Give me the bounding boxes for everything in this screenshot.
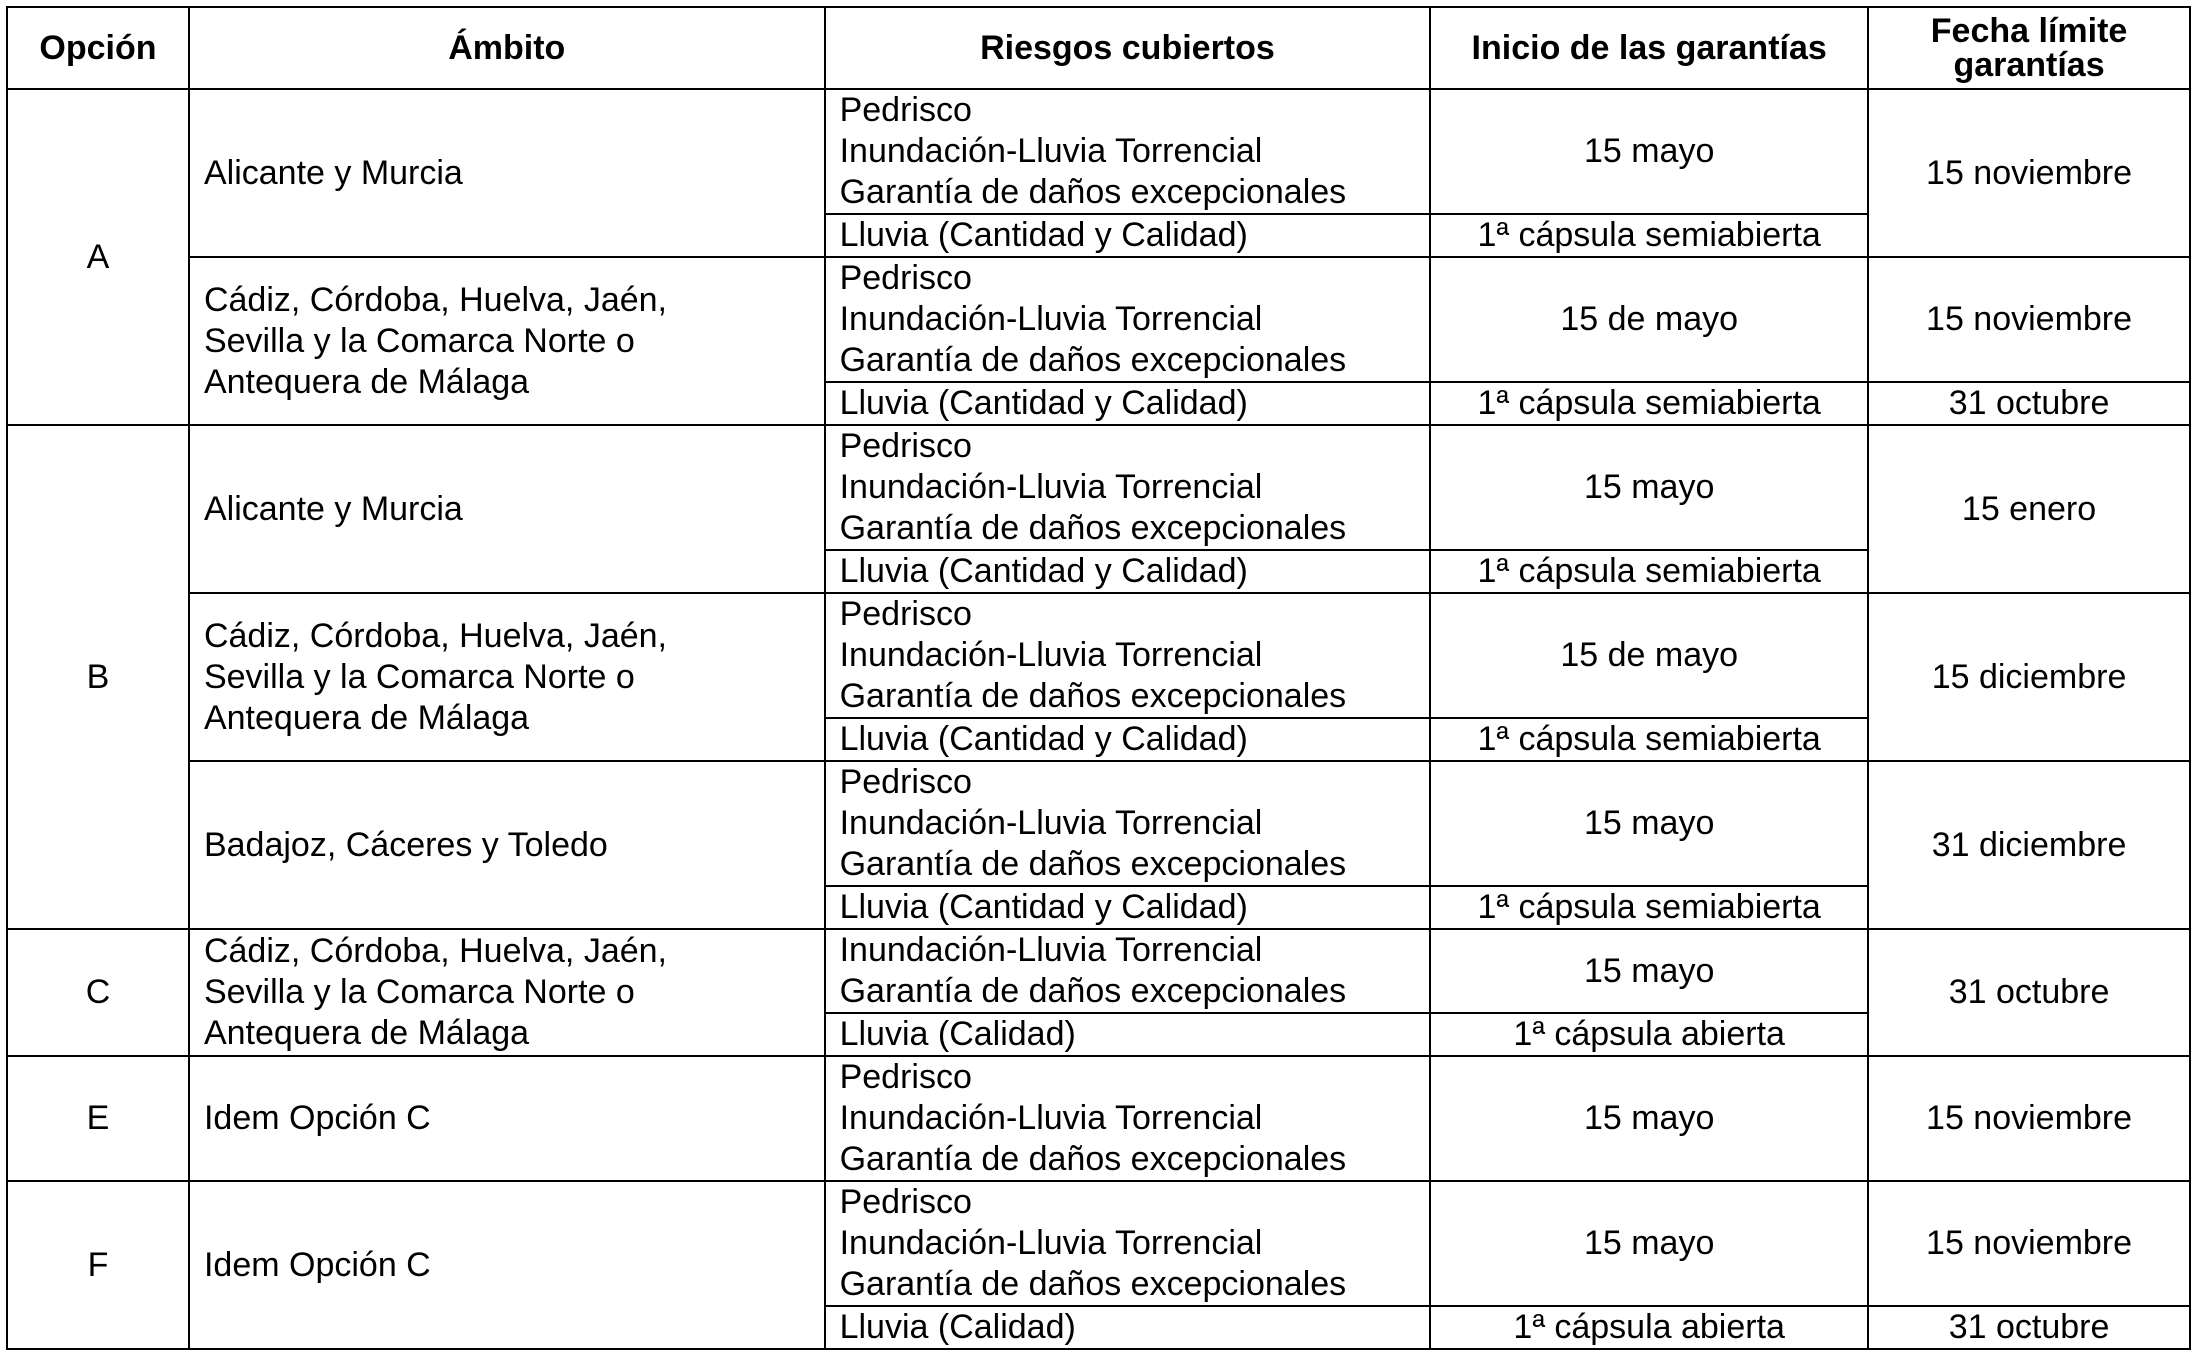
- fecha-cell: 15 diciembre: [1868, 593, 2190, 761]
- riesgos-cell: [825, 425, 1431, 550]
- riesgo-garantia: Garantía de daños excepcionales: [839, 845, 1347, 883]
- riesgos-cell: Lluvia (Cantidad y Calidad): [825, 886, 1431, 929]
- fecha-cell: 15 noviembre: [1868, 257, 2190, 382]
- header-inicio: Inicio de las garantías: [1430, 7, 1868, 89]
- riesgo-pedrisco: Pedrisco: [839, 1058, 972, 1096]
- riesgo-inundacion: Inundación-Lluvia Torrencial: [839, 468, 1263, 506]
- ambito-line: Sevilla y la Comarca Norte o: [203, 657, 635, 696]
- header-row: [7, 7, 2190, 89]
- ambito-cell: Badajoz, Cáceres y Toledo: [189, 761, 825, 929]
- riesgos-cell: [825, 1056, 1431, 1181]
- ambito-cell: Idem Opción C: [189, 1056, 825, 1181]
- riesgos-cell: Lluvia (Calidad): [825, 1013, 1431, 1056]
- ambito-line: Antequera de Málaga: [203, 1014, 530, 1052]
- riesgos-cell: [825, 929, 1431, 1013]
- header-fecha-line2: garantías: [1953, 46, 2105, 84]
- table-row: [7, 257, 2190, 382]
- fecha-cell: 15 noviembre: [1868, 1181, 2190, 1306]
- riesgo-garantia: Garantía de daños excepcionales: [839, 1140, 1347, 1178]
- header-ambito: Ámbito: [189, 7, 825, 89]
- inicio-cell: 1ª cápsula abierta: [1430, 1306, 1868, 1349]
- riesgo-pedrisco: Pedrisco: [839, 259, 972, 297]
- inicio-cell: 1ª cápsula semiabierta: [1430, 886, 1868, 929]
- riesgos-cell: Lluvia (Cantidad y Calidad): [825, 382, 1431, 425]
- ambito-cell: Idem Opción C: [189, 1181, 825, 1349]
- riesgo-pedrisco: Pedrisco: [839, 595, 972, 633]
- inicio-cell: 1ª cápsula semiabierta: [1430, 718, 1868, 761]
- inicio-cell: 1ª cápsula abierta: [1430, 1013, 1868, 1056]
- inicio-cell: 15 mayo: [1430, 1056, 1868, 1181]
- riesgos-cell: Lluvia (Calidad): [825, 1306, 1431, 1349]
- table-container: [6, 6, 2191, 1350]
- ambito-cell: [189, 929, 825, 1056]
- header-opcion: Opción: [7, 7, 189, 89]
- ambito-line: Antequera de Málaga: [203, 362, 530, 401]
- ambito-line: Cádiz, Córdoba, Huelva, Jaén,: [203, 280, 668, 319]
- table-row: [7, 89, 2190, 214]
- ambito-line: Antequera de Málaga: [203, 698, 530, 737]
- riesgos-cell: [825, 89, 1431, 214]
- inicio-cell: 15 mayo: [1430, 761, 1868, 886]
- header-fecha-line1: Fecha límite: [1930, 12, 2128, 50]
- table-row: [7, 593, 2190, 718]
- table-row: [7, 761, 2190, 886]
- option-cell: F: [7, 1181, 189, 1349]
- fecha-cell: 31 diciembre: [1868, 761, 2190, 929]
- fecha-cell: 31 octubre: [1868, 929, 2190, 1056]
- riesgo-garantia: Garantía de daños excepcionales: [839, 972, 1347, 1010]
- header-riesgos: Riesgos cubiertos: [825, 7, 1431, 89]
- inicio-cell: 15 mayo: [1430, 929, 1868, 1013]
- riesgo-garantia: Garantía de daños excepcionales: [839, 1265, 1347, 1303]
- riesgos-cell: Lluvia (Cantidad y Calidad): [825, 550, 1431, 593]
- riesgo-garantia: Garantía de daños excepcionales: [839, 677, 1347, 715]
- riesgo-inundacion: Inundación-Lluvia Torrencial: [839, 132, 1263, 170]
- ambito-cell: Alicante y Murcia: [189, 425, 825, 593]
- riesgos-cell: Lluvia (Cantidad y Calidad): [825, 214, 1431, 257]
- riesgo-inundacion: Inundación-Lluvia Torrencial: [839, 636, 1263, 674]
- riesgo-inundacion: Inundación-Lluvia Torrencial: [839, 804, 1263, 842]
- inicio-cell: 15 mayo: [1430, 425, 1868, 550]
- riesgo-inundacion: Inundación-Lluvia Torrencial: [839, 1099, 1263, 1137]
- riesgo-inundacion: Inundación-Lluvia Torrencial: [839, 300, 1263, 338]
- riesgos-cell: [825, 257, 1431, 382]
- riesgo-inundacion: Inundación-Lluvia Torrencial: [839, 931, 1263, 969]
- inicio-cell: 15 mayo: [1430, 1181, 1868, 1306]
- fecha-cell: 15 enero: [1868, 425, 2190, 593]
- table-row: [7, 1056, 2190, 1181]
- table-row: [7, 425, 2190, 550]
- riesgos-cell: [825, 593, 1431, 718]
- fecha-cell: 31 octubre: [1868, 382, 2190, 425]
- riesgo-inundacion: Inundación-Lluvia Torrencial: [839, 1224, 1263, 1262]
- riesgo-pedrisco: Pedrisco: [839, 427, 972, 465]
- riesgos-cell: Lluvia (Cantidad y Calidad): [825, 718, 1431, 761]
- riesgo-pedrisco: Pedrisco: [839, 1183, 972, 1221]
- guarantees-table: [6, 6, 2191, 1350]
- ambito-line: Sevilla y la Comarca Norte o: [203, 321, 635, 360]
- riesgos-cell: [825, 1181, 1431, 1306]
- riesgo-garantia: Garantía de daños excepcionales: [839, 173, 1347, 211]
- table-row: [7, 929, 2190, 1013]
- fecha-cell: 15 noviembre: [1868, 89, 2190, 257]
- ambito-line: Cádiz, Córdoba, Huelva, Jaén,: [203, 932, 668, 970]
- option-cell: B: [7, 425, 189, 929]
- ambito-cell: Alicante y Murcia: [189, 89, 825, 257]
- riesgo-garantia: Garantía de daños excepcionales: [839, 509, 1347, 547]
- fecha-cell: 15 noviembre: [1868, 1056, 2190, 1181]
- option-cell: A: [7, 89, 189, 425]
- inicio-cell: 15 de mayo: [1430, 257, 1868, 382]
- riesgo-pedrisco: Pedrisco: [839, 91, 972, 129]
- inicio-cell: 1ª cápsula semiabierta: [1430, 550, 1868, 593]
- inicio-cell: 1ª cápsula semiabierta: [1430, 214, 1868, 257]
- inicio-cell: 15 de mayo: [1430, 593, 1868, 718]
- riesgo-pedrisco: Pedrisco: [839, 763, 972, 801]
- option-cell: E: [7, 1056, 189, 1181]
- ambito-cell: [189, 593, 825, 761]
- riesgo-garantia: Garantía de daños excepcionales: [839, 341, 1347, 379]
- header-fecha: [1868, 7, 2190, 89]
- riesgos-cell: [825, 761, 1431, 886]
- inicio-cell: 1ª cápsula semiabierta: [1430, 382, 1868, 425]
- ambito-line: Sevilla y la Comarca Norte o: [203, 973, 635, 1011]
- fecha-cell: 31 octubre: [1868, 1306, 2190, 1349]
- table-row: [7, 1181, 2190, 1306]
- option-cell: C: [7, 929, 189, 1056]
- ambito-cell: [189, 257, 825, 425]
- inicio-cell: 15 mayo: [1430, 89, 1868, 214]
- ambito-line: Cádiz, Córdoba, Huelva, Jaén,: [203, 616, 668, 655]
